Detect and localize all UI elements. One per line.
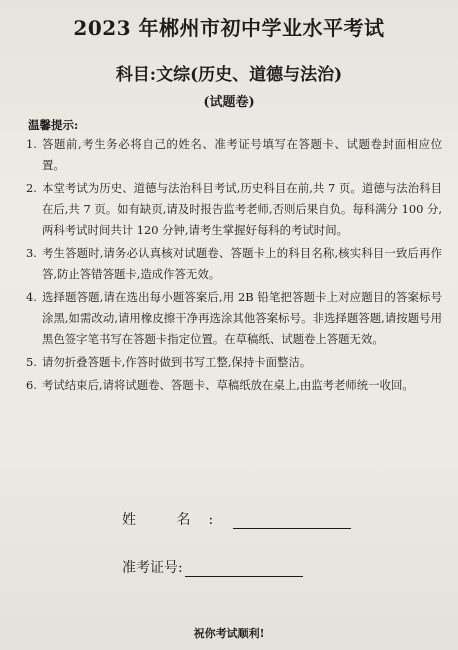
- exam-id-field: [122, 557, 303, 577]
- note-item: [26, 352, 442, 373]
- note-item: [26, 243, 442, 285]
- name-label: 姓 名:: [122, 512, 232, 528]
- note-item: [26, 134, 442, 176]
- note-number: 3.: [26, 246, 37, 260]
- note-item: [26, 178, 442, 241]
- note-text: 请勿折叠答题卡,作答时做到书写工整,保持卡面整洁。: [42, 355, 312, 369]
- name-field: [122, 509, 351, 529]
- footer-wish: 祝你考试顺利!: [193, 627, 265, 640]
- note-text: 考生答题时,请务必认真核对试题卷、答题卡上的科目名称,核实科目一致后再作答,防止答错答题卡,造成作答无效。: [42, 246, 442, 281]
- paper-type-label: (试题卷): [203, 95, 255, 110]
- exam-id-blank-line[interactable]: [185, 562, 303, 577]
- exam-title: 2023 年郴州市初中学业水平考试: [73, 16, 385, 40]
- subject-heading: 科目:文综(历史、道德与法治): [115, 65, 343, 85]
- note-text: 考试结束后,请将试题卷、答题卡、草稿纸放在桌上,由监考老师统一收回。: [42, 378, 414, 392]
- note-number: 1.: [26, 137, 37, 151]
- name-blank-line[interactable]: [233, 514, 351, 529]
- note-item: [26, 375, 442, 396]
- note-text: 本堂考试为历史、道德与法治科目考试,历史科目在前,共 7 页。道德与法治科目在后,共 7 页。如有缺页,请及时报告监考老师,否则后果自负。每科满分 100 分,两科考试时间共计 120 分钟,请考生掌握好每科的考试时间。: [42, 181, 442, 237]
- note-number: 2.: [26, 181, 37, 195]
- note-number: 4.: [26, 290, 37, 304]
- note-text: 答题前,考生务必将自己的姓名、准考证号填写在答题卡、试题卷封面相应位置。: [42, 137, 442, 172]
- note-item: [26, 287, 442, 350]
- notes-list: [26, 134, 442, 398]
- note-number: 6.: [26, 378, 37, 392]
- note-number: 5.: [26, 355, 37, 369]
- tips-heading: 温馨提示:: [28, 118, 79, 132]
- exam-id-label: 准考证号:: [122, 560, 183, 576]
- note-text: 选择题答题,请在选出每小题答案后,用 2B 铅笔把答题卡上对应题目的答案标号涂黑,如需改动,请用橡皮擦干净再选涂其他答案标号。非选择题答题,请按题号用黑色签字笔书写在答题卡指定位置。在草稿纸、试题卷上答题无效。: [42, 290, 442, 346]
